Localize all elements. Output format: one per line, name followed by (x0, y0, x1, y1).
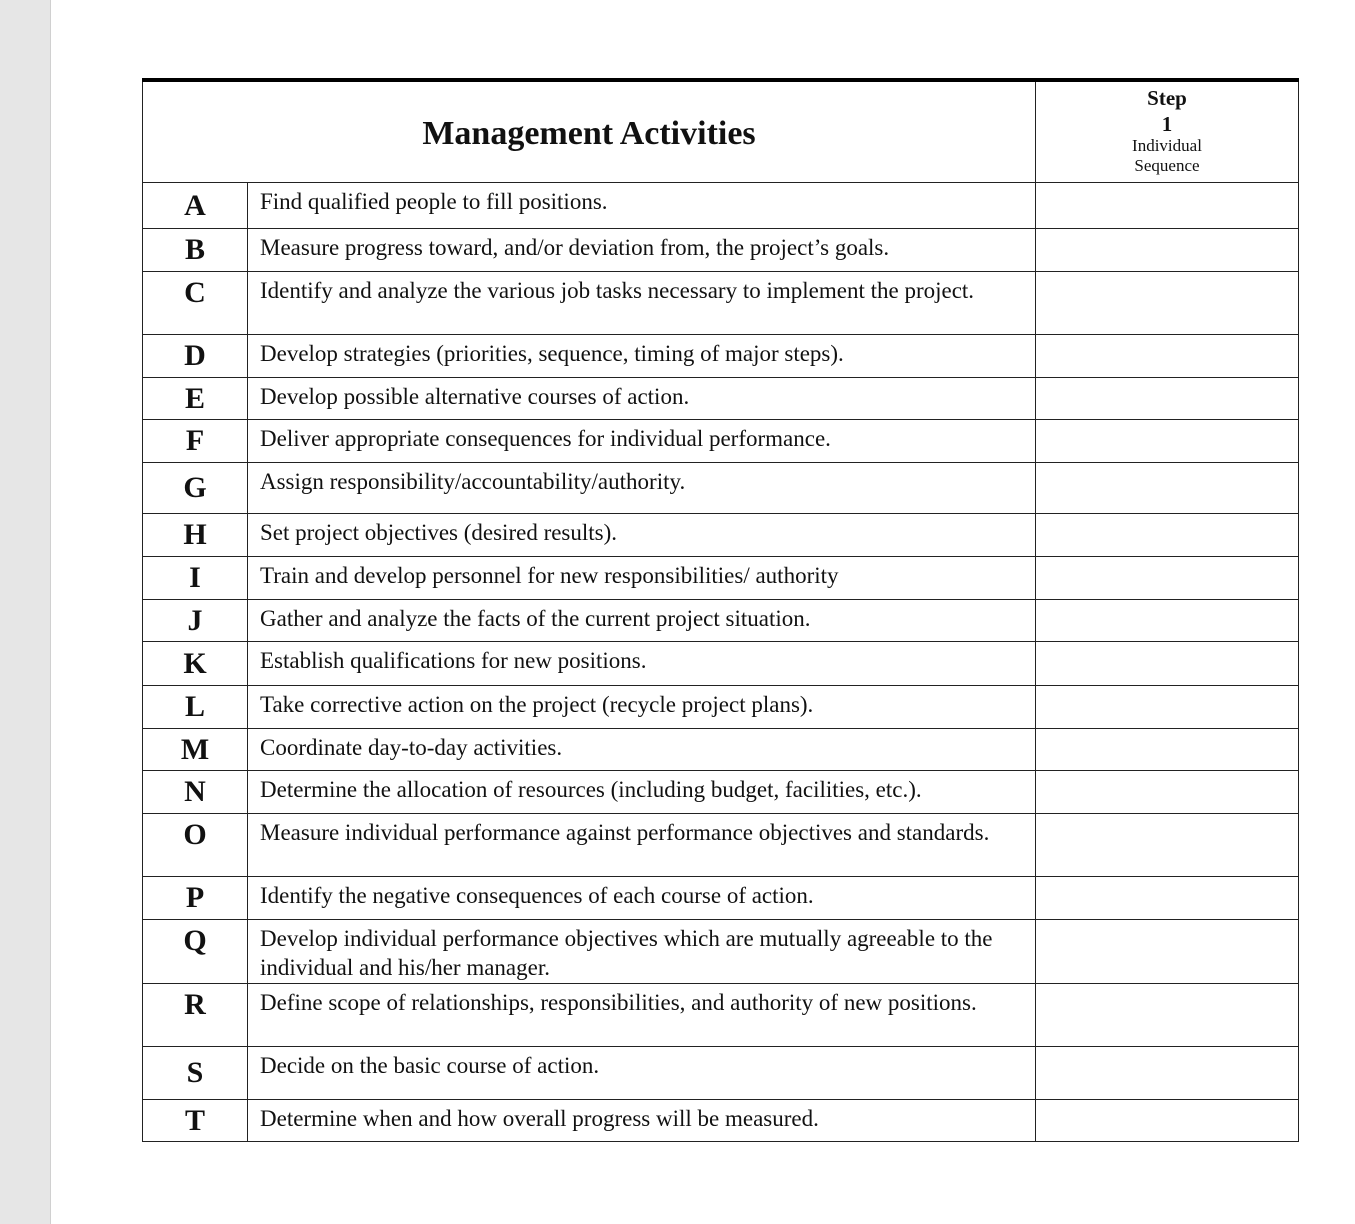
table-row (143, 642, 1299, 686)
table-row (143, 686, 1299, 729)
sequence-cell[interactable] (1036, 1100, 1299, 1142)
table-row (143, 1100, 1299, 1142)
sequence-cell[interactable] (1036, 920, 1299, 984)
table-row (143, 814, 1299, 877)
row-letter: L (143, 686, 248, 729)
sequence-cell[interactable] (1036, 272, 1299, 335)
management-activities-table (142, 78, 1299, 1142)
step-label: Step (1147, 86, 1187, 110)
step-header (1036, 80, 1299, 183)
row-letter: F (143, 420, 248, 463)
sequence-cell[interactable] (1036, 814, 1299, 877)
row-text: Find qualified people to fill positions. (248, 183, 1036, 229)
row-letter: C (143, 272, 248, 335)
row-letter: N (143, 771, 248, 814)
table-row (143, 514, 1299, 557)
row-text: Develop strategies (priorities, sequence, timing of major steps). (248, 335, 1036, 378)
row-letter: S (143, 1047, 248, 1100)
row-letter: Q (143, 920, 248, 984)
row-text: Measure individual performance against performance objectives and standards. (248, 814, 1036, 877)
row-text: Develop possible alternative courses of action. (248, 378, 1036, 420)
row-text: Take corrective action on the project (recycle project plans). (248, 686, 1036, 729)
row-text: Develop individual performance objectives which are mutually agreeable to the individual and his/her manager. (248, 920, 1036, 984)
table-row (143, 1047, 1299, 1100)
table-row (143, 771, 1299, 814)
sequence-cell[interactable] (1036, 420, 1299, 463)
row-text: Coordinate day-to-day activities. (248, 729, 1036, 771)
row-letter: H (143, 514, 248, 557)
sequence-cell[interactable] (1036, 463, 1299, 514)
sequence-cell[interactable] (1036, 229, 1299, 272)
sequence-cell[interactable] (1036, 514, 1299, 557)
row-letter: E (143, 378, 248, 420)
row-text: Establish qualifications for new positions. (248, 642, 1036, 686)
row-text: Assign responsibility/accountability/authority. (248, 463, 1036, 514)
sequence-cell[interactable] (1036, 183, 1299, 229)
table-row (143, 463, 1299, 514)
row-text: Determine the allocation of resources (including budget, facilities, etc.). (248, 771, 1036, 814)
table-row (143, 378, 1299, 420)
table-title: Management Activities (143, 80, 1036, 183)
table-row (143, 183, 1299, 229)
sequence-cell[interactable] (1036, 771, 1299, 814)
table-row (143, 420, 1299, 463)
table-row (143, 920, 1299, 984)
row-letter: B (143, 229, 248, 272)
left-gutter (0, 0, 51, 1224)
row-text: Identify and analyze the various job tasks necessary to implement the project. (248, 272, 1036, 335)
table-row (143, 335, 1299, 378)
row-text: Determine when and how overall progress will be measured. (248, 1100, 1036, 1142)
row-letter: T (143, 1100, 248, 1142)
sequence-cell[interactable] (1036, 600, 1299, 642)
step-number: 1 (1161, 112, 1173, 137)
row-letter: J (143, 600, 248, 642)
step-sub-individual: Individual (1132, 136, 1202, 156)
sequence-cell[interactable] (1036, 335, 1299, 378)
row-letter: A (143, 183, 248, 229)
sequence-cell[interactable] (1036, 686, 1299, 729)
row-text: Gather and analyze the facts of the current project situation. (248, 600, 1036, 642)
row-text: Deliver appropriate consequences for individual performance. (248, 420, 1036, 463)
sequence-cell[interactable] (1036, 877, 1299, 920)
row-letter: D (143, 335, 248, 378)
table-row (143, 729, 1299, 771)
row-text: Decide on the basic course of action. (248, 1047, 1036, 1100)
table-row (143, 229, 1299, 272)
sequence-cell[interactable] (1036, 557, 1299, 600)
row-letter: G (143, 463, 248, 514)
row-text: Define scope of relationships, responsibilities, and authority of new positions. (248, 984, 1036, 1047)
sequence-cell[interactable] (1036, 642, 1299, 686)
row-text: Identify the negative consequences of each course of action. (248, 877, 1036, 920)
table-row (143, 272, 1299, 335)
row-text: Set project objectives (desired results). (248, 514, 1036, 557)
sequence-cell[interactable] (1036, 378, 1299, 420)
step-sub-sequence: Sequence (1134, 155, 1200, 175)
row-text: Measure progress toward, and/or deviation from, the project’s goals. (248, 229, 1036, 272)
row-text: Train and develop personnel for new responsibilities/ authority (248, 557, 1036, 600)
row-letter: R (143, 984, 248, 1047)
row-letter: I (143, 557, 248, 600)
table-row (143, 877, 1299, 920)
row-letter: O (143, 814, 248, 877)
row-letter: M (143, 729, 248, 771)
table-row (143, 600, 1299, 642)
row-letter: K (143, 642, 248, 686)
sequence-cell[interactable] (1036, 984, 1299, 1047)
activities-table-wrap (142, 78, 1298, 1142)
table-row (143, 557, 1299, 600)
table-row (143, 984, 1299, 1047)
row-letter: P (143, 877, 248, 920)
sequence-cell[interactable] (1036, 1047, 1299, 1100)
sequence-cell[interactable] (1036, 729, 1299, 771)
